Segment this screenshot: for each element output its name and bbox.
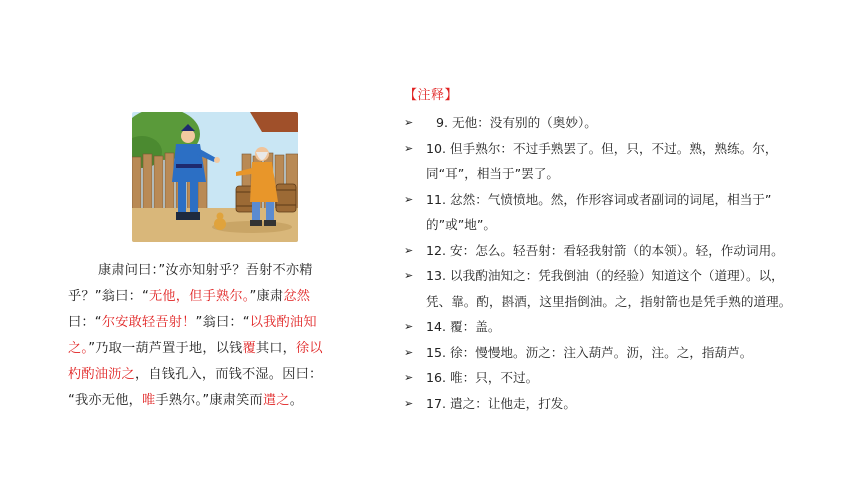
note-line: 13. 以我酌油知之：凭我倒油（的经验）知道这个（道理）。以， <box>426 268 784 283</box>
highlight-text: 覆 <box>242 341 256 356</box>
passage-line: 杓酌油沥之，自钱孔入，而钱不湿。因曰： <box>68 367 323 382</box>
highlight-text: 之。 <box>68 341 89 356</box>
arrow-bullet-icon: ➢ <box>404 320 414 333</box>
note-item <box>404 110 849 136</box>
arrow-bullet-icon: ➢ <box>404 269 414 282</box>
arrow-bullet-icon: ➢ <box>404 345 414 359</box>
note-item <box>404 187 849 238</box>
highlight-text: 忿然 <box>283 289 311 304</box>
note-line: 同“耳”，相当于”罢了。 <box>426 166 559 181</box>
arrow-bullet-icon: ➢ <box>404 371 414 384</box>
highlight-text: 徐以 <box>296 341 323 356</box>
highlight-text: 杓酌油沥之 <box>68 367 135 382</box>
arrow-bullet-icon: ➢ <box>404 192 414 206</box>
note-line: 16. 唯：只，不过。 <box>426 370 539 385</box>
note-line: 17. 遣之：让他走，打发。 <box>426 395 576 411</box>
passage-line: 康肃问曰：”汝亦知射乎？吾射不亦精 <box>98 263 313 278</box>
note-line: 12. 安：怎么。轻吾射：看轻我射箭（的本领）。轻，作动词用。 <box>426 242 784 258</box>
highlight-text: 以我酌油知 <box>249 315 317 330</box>
highlight-text: 尔安敢轻吾射！ <box>101 315 196 330</box>
note-item <box>404 136 849 187</box>
arrow-bullet-icon: ➢ <box>404 141 414 155</box>
highlight-text: 遣之 <box>262 393 290 408</box>
highlight-text: 唯 <box>141 393 156 408</box>
story-illustration <box>132 112 298 242</box>
passage-line: 曰：“尔安敢轻吾射！”翁曰：“以我酌油知 <box>68 315 317 330</box>
highlight-text: 无他，但手熟尔。 <box>149 289 250 304</box>
note-item <box>404 263 849 314</box>
notes-list <box>404 110 849 416</box>
note-line: 凭、靠。酌，斟酒，这里指倒油。之，指射箭也是凭手熟的道理。 <box>426 293 792 309</box>
note-item <box>404 391 849 417</box>
arrow-bullet-icon: ➢ <box>404 396 414 410</box>
notes-title: 【注释】 <box>404 88 459 103</box>
note-line: 的”或”地”。 <box>426 217 496 232</box>
arrow-bullet-icon: ➢ <box>404 243 414 257</box>
note-line: 15. 徐：慢慢地。沥之：注入葫芦。沥，注。之，指葫芦。 <box>426 344 753 360</box>
passage-line: 乎？”翁曰：“无他，但手熟尔。”康肃忿然 <box>68 289 311 304</box>
passage-line: 之。”乃取一葫芦置于地，以钱覆其口，徐以 <box>68 341 323 356</box>
note-item <box>404 365 849 391</box>
note-line: 10. 但手熟尔：不过手熟罢了。但，只，不过。熟，熟练。尔， <box>426 140 778 156</box>
classical-passage <box>68 258 368 414</box>
note-line: 14. 覆：盖。 <box>426 319 501 334</box>
note-line: 9. 无他：没有别的（奥妙）。 <box>436 115 597 130</box>
note-item <box>404 238 849 264</box>
note-item <box>404 340 849 366</box>
note-line: 11. 忿然：气愤愤地。然，作形容词或者副词的词尾，相当于” <box>426 191 772 207</box>
note-item <box>404 314 849 340</box>
passage-line: “我亦无他，唯手熟尔。”康肃笑而遣之。 <box>68 393 304 408</box>
arrow-bullet-icon: ➢ <box>404 116 414 129</box>
